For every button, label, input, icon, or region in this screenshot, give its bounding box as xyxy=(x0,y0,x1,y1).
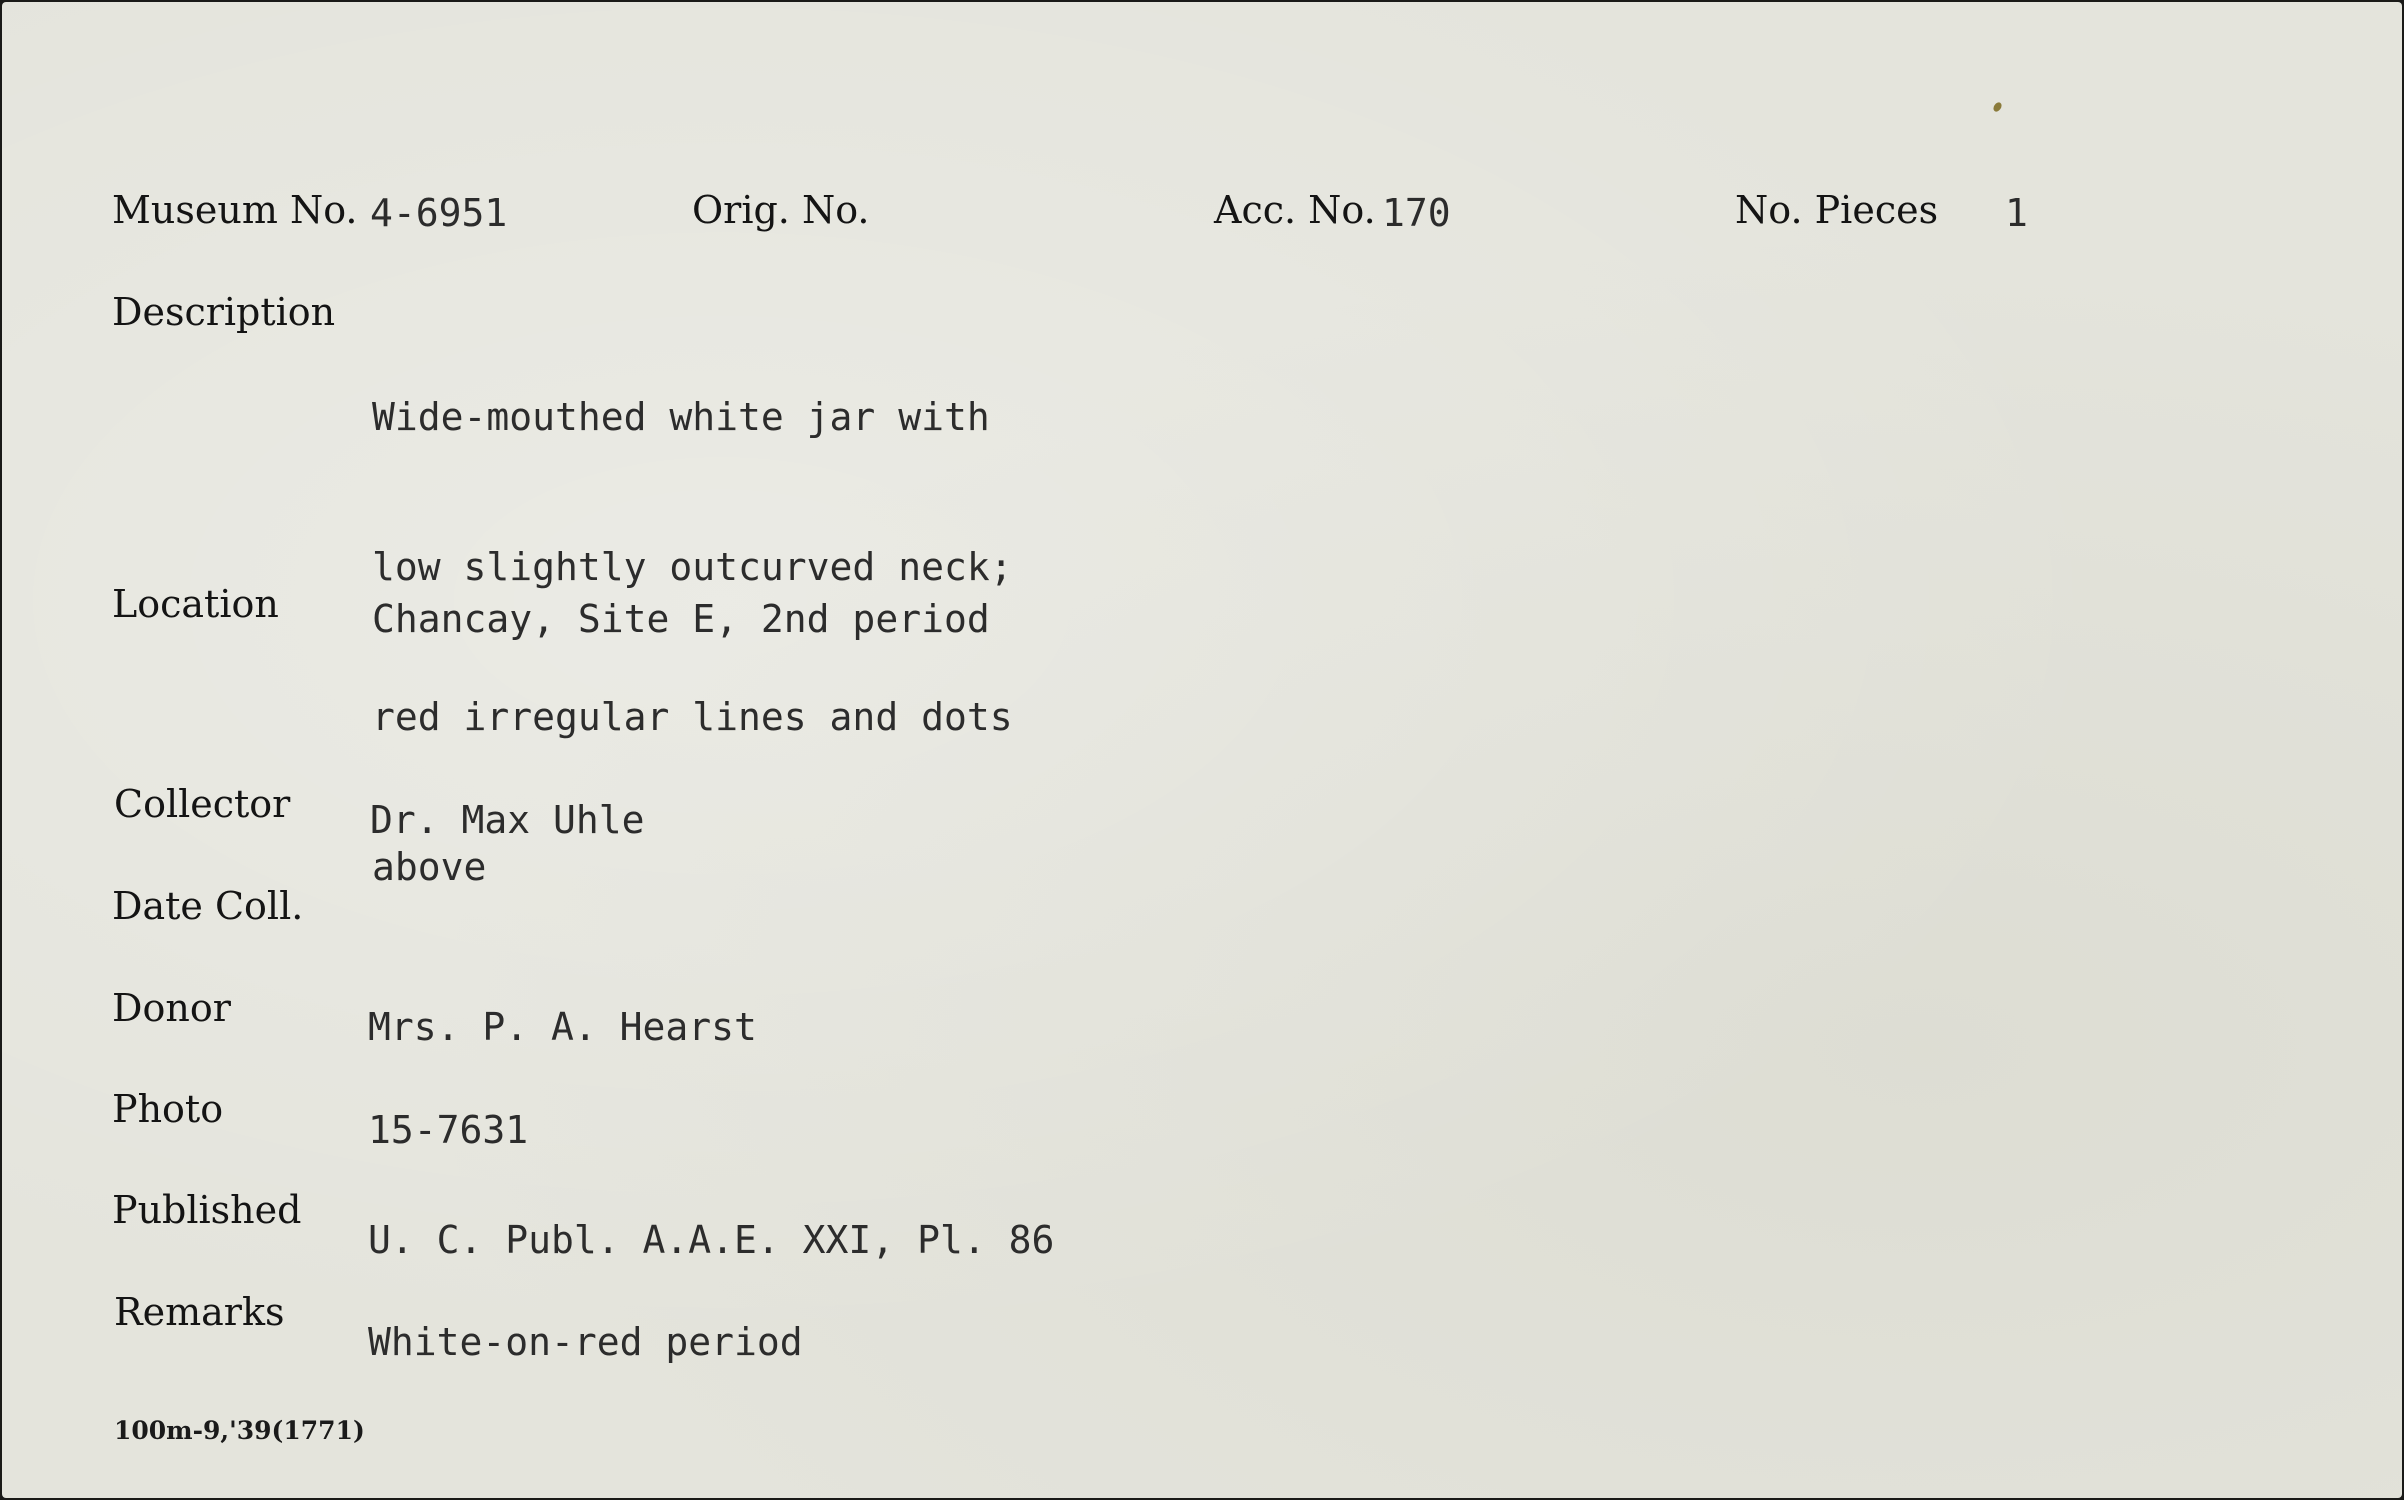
description-line: low slightly outcurved neck; xyxy=(372,545,1013,589)
published-label: Published xyxy=(112,1188,302,1232)
donor-label: Donor xyxy=(112,986,231,1030)
description-line: above xyxy=(372,845,487,889)
form-code: 100m-9,'39(1771) xyxy=(114,1416,365,1445)
museum-no-label: Museum No. xyxy=(112,188,358,232)
no-pieces-value: 1 xyxy=(2005,191,2028,235)
remarks-label: Remarks xyxy=(114,1290,285,1334)
date-coll-label: Date Coll. xyxy=(112,884,304,928)
museum-no-value: 4-6951 xyxy=(370,191,508,235)
remarks-value: White-on-red period xyxy=(368,1320,803,1364)
photo-value: 15-7631 xyxy=(368,1108,529,1152)
no-pieces-label: No. Pieces xyxy=(1735,188,1939,232)
description-label: Description xyxy=(112,290,336,334)
photo-label: Photo xyxy=(112,1087,224,1131)
acc-no-value: 170 xyxy=(1382,191,1451,235)
published-value: U. C. Publ. A.A.E. XXI, Pl. 86 xyxy=(368,1218,1055,1262)
location-value: Chancay, Site E, 2nd period xyxy=(372,597,990,641)
description-line: Wide-mouthed white jar with xyxy=(372,395,990,439)
catalog-card xyxy=(2,2,2402,1498)
ink-speck xyxy=(1992,101,2003,113)
collector-value: Dr. Max Uhle xyxy=(370,798,645,842)
location-label: Location xyxy=(112,582,279,626)
acc-no-label: Acc. No. xyxy=(1214,188,1376,232)
collector-label: Collector xyxy=(114,782,291,826)
donor-value: Mrs. P. A. Hearst xyxy=(368,1005,757,1049)
orig-no-label: Orig. No. xyxy=(692,188,870,232)
description-line: red irregular lines and dots xyxy=(372,695,1013,739)
